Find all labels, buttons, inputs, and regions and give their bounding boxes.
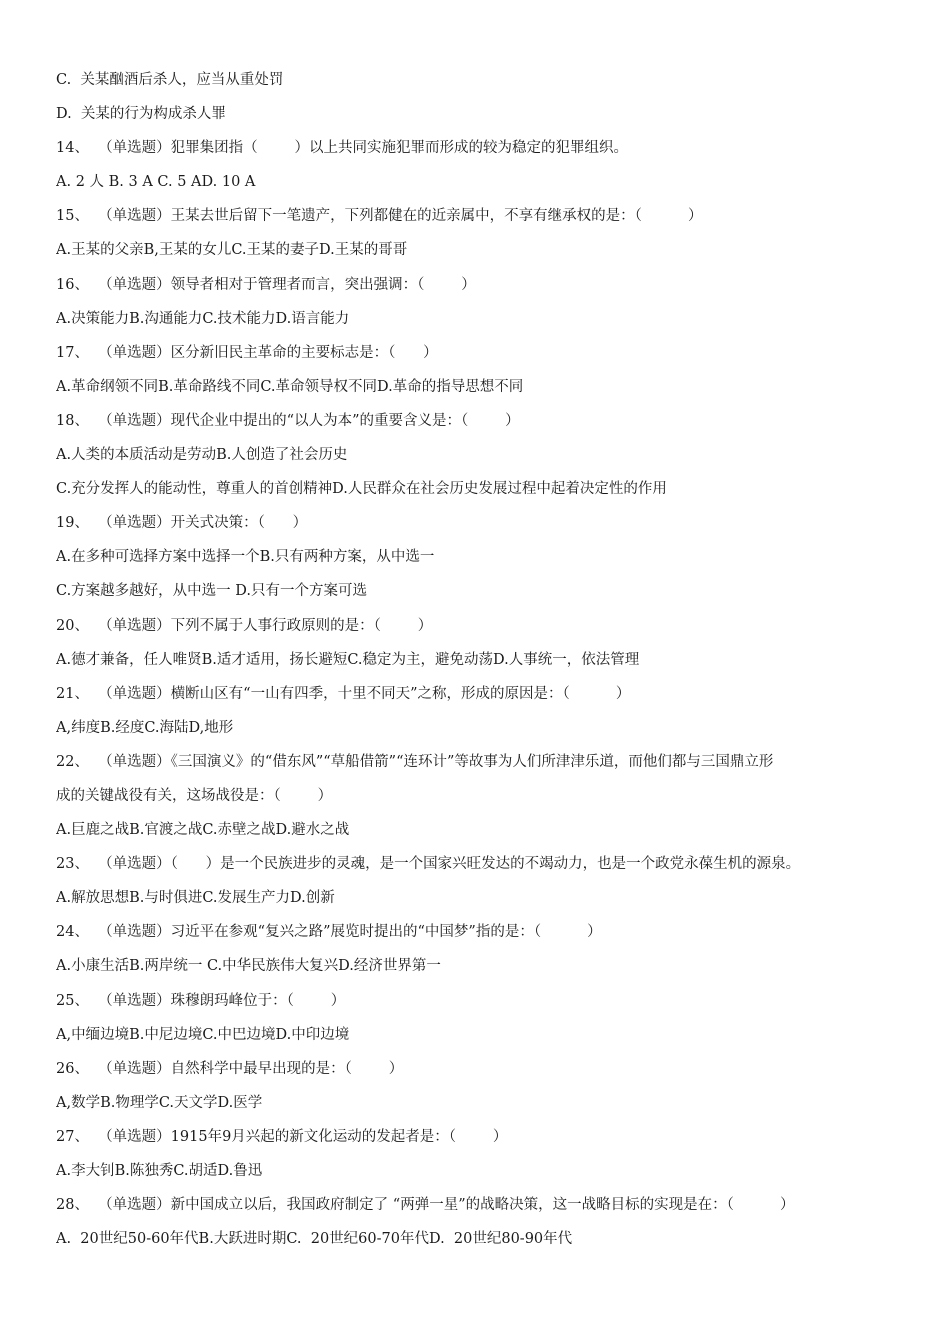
options-27: A.李大钊B.陈独秀C.胡适D.鲁迅 bbox=[56, 1163, 263, 1179]
question-24: 24、 （单选题）习近平在参观“复兴之路”展览时提出的“中国梦”指的是：（ ） bbox=[56, 924, 602, 941]
options-25: A,中缅边境B.中尼边境C.中巴边境D.中印边境 bbox=[56, 1026, 350, 1043]
options-22: A.巨鹿之战B.官渡之战C.赤壁之战D.避水之战 bbox=[56, 822, 350, 839]
question-21: 21、 （单选题）横断山区有“一山有四季，十里不同天”之称，形成的原因是：（ ） bbox=[56, 685, 631, 702]
question-list bbox=[56, 66, 896, 1259]
question-18: 18、 （单选题）现代企业中提出的“以人为本”的重要含义是：（ ） bbox=[56, 412, 520, 429]
options-17: A.革命纲领不同B.革命路线不同C.革命领导权不同D.革命的指导思想不同 bbox=[56, 378, 524, 395]
options-20: A.德才兼备，任人唯贤B.适才适用，扬长避短C.稳定为主，避免动荡D.人事统一，依法管理 bbox=[56, 651, 640, 668]
question-19: 19、 （单选题）开关式决策：（ ） bbox=[56, 515, 308, 532]
question-26: 26、 （单选题）自然科学中最早出现的是：（ ） bbox=[56, 1060, 404, 1077]
options-15: A.王某的父亲B,王某的女儿C.王某的妻子D.王某的哥哥 bbox=[56, 242, 408, 259]
question-28: 28、 （单选题）新中国成立以后，我国政府制定了 “两弹一星”的战略决策，这一战略目标的实现是在：（ ） bbox=[56, 1197, 795, 1214]
question-17: 17、 （单选题）区分新旧民主革命的主要标志是：（ ） bbox=[56, 344, 438, 361]
options-18-part2: C.充分发挥人的能动性，尊重人的首创精神D.人民群众在社会历史发展过程中起着决定性的作用 bbox=[56, 481, 667, 498]
options-24: A.小康生活B.两岸统一 C.中华民族伟大复兴D.经济世界第一 bbox=[56, 958, 441, 975]
options-19-part2: C.方案越多越好，从中选一 D.只有一个方案可选 bbox=[56, 583, 368, 600]
option-line-c-q13: C. 关某酗酒后杀人，应当从重处罚 bbox=[56, 72, 284, 88]
options-18-part1: A.人类的本质活动是劳动B.人创造了社会历史 bbox=[56, 447, 348, 464]
question-14: 14、 （单选题）犯罪集团指（ ）以上共同实施犯罪而形成的较为稳定的犯罪组织。 bbox=[56, 140, 629, 157]
options-28: A. 20世纪50-60年代B.大跃进时期C. 20世纪60-70年代D. 20世纪80-90年代 bbox=[56, 1231, 573, 1248]
options-21: A,纬度B.经度C.海陆D,地形 bbox=[56, 719, 234, 736]
question-20: 20、 （单选题）下列不属于人事行政原则的是：（ ） bbox=[56, 617, 433, 634]
options-14: A. 2 人 B. 3 A C. 5 AD. 10 A bbox=[56, 174, 256, 191]
options-19-part1: A.在多种可选择方案中选择一个B.只有两种方案，从中选一 bbox=[56, 549, 435, 566]
options-23: A.解放思想B.与时俱进C.发展生产力D.创新 bbox=[56, 890, 335, 907]
option-line-d-q13: D. 关某的行为构成杀人罪 bbox=[56, 106, 226, 123]
question-16: 16、 （单选题）领导者相对于管理者而言，突出强调：（ ） bbox=[56, 276, 476, 293]
question-23: 23、 （单选题）（ ）是一个民族进步的灵魂，是一个国家兴旺发达的不竭动力，也是一个政党永葆生机的源泉。 bbox=[56, 856, 801, 873]
question-22-part1: 22、 （单选题）《三国演义》的“借东风”“草船借箭”“连环计”等故事为人们所津津乐道，而他们都与三国鼎立形 bbox=[56, 753, 774, 770]
question-15: 15、 （单选题）王某去世后留下一笔遗产，下列都健在的近亲属中，不享有继承权的是：（ ） bbox=[56, 208, 703, 225]
options-16: A.决策能力B.沟通能力C.技术能力D.语言能力 bbox=[56, 310, 350, 327]
question-25: 25、 （单选题）珠穆朗玛峰位于：（ ） bbox=[56, 992, 346, 1009]
question-22-part2: 成的关键战役有关，这场战役是：（ ） bbox=[56, 787, 333, 804]
question-27: 27、 （单选题）1915年9月兴起的新文化运动的发起者是：（ ） bbox=[56, 1128, 508, 1145]
options-26: A,数学B.物理学C.天文学D.医学 bbox=[56, 1094, 263, 1111]
